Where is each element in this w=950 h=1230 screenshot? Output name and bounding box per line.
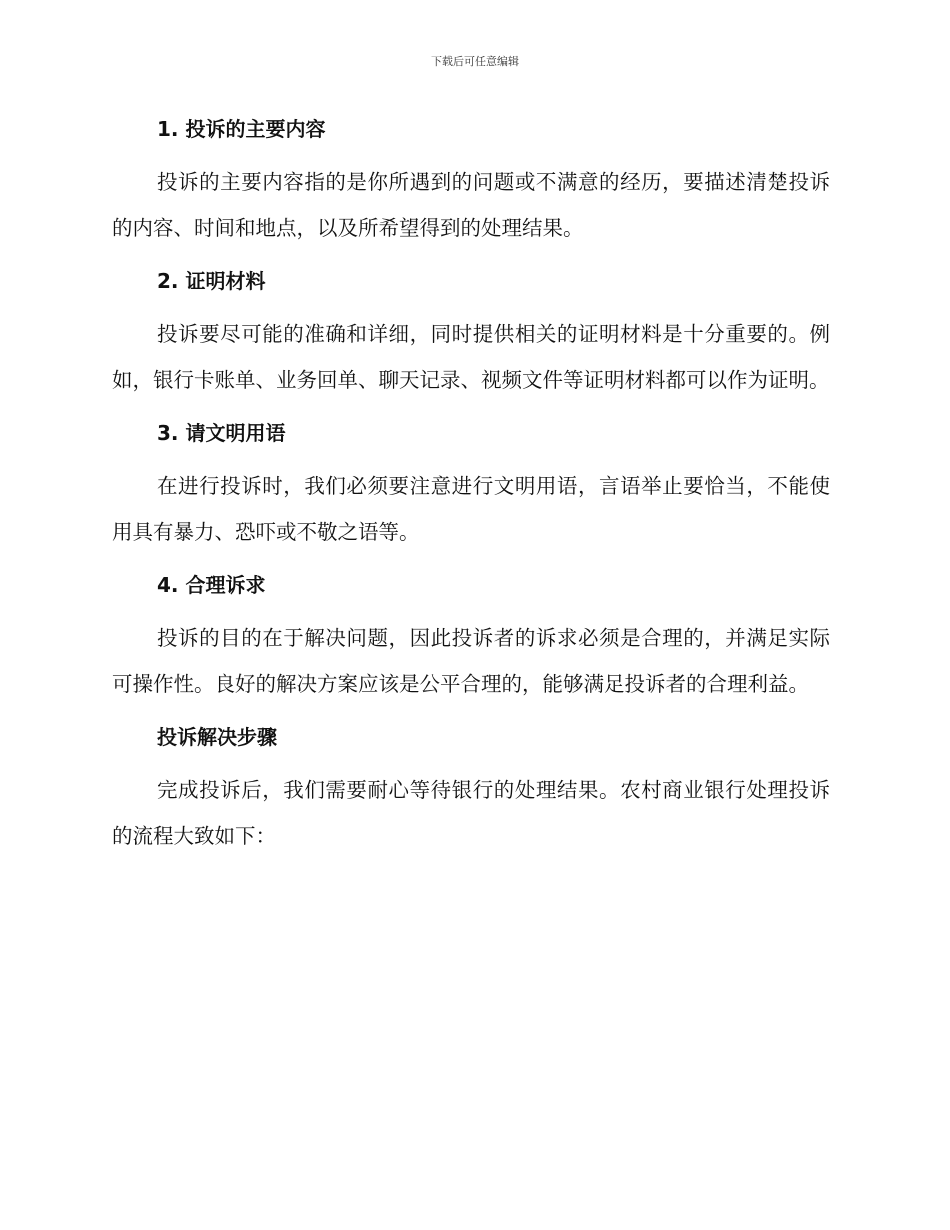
section-paragraph-civil-language: 在进行投诉时，我们必须要注意进行文明用语，言语举止要恰当，不能使用具有暴力、恐吓或不敬之语等。 [112, 474, 830, 544]
section-paragraph-resolution-steps: 完成投诉后，我们需要耐心等待银行的处理结果。农村商业银行处理投诉的流程大致如下： [112, 778, 830, 848]
section-heading-complaint-content: 1. 投诉的主要内容 [157, 117, 326, 141]
section-paragraph-complaint-content: 投诉的主要内容指的是你所遇到的问题或不满意的经历，要描述清楚投诉的内容、时间和地点，以及所希望得到的处理结果。 [112, 170, 830, 240]
section-paragraph-reasonable-demands: 投诉的目的在于解决问题，因此投诉者的诉求必须是合理的，并满足实际可操作性。良好的解决方案应该是公平合理的，能够满足投诉者的合理利益。 [112, 626, 830, 696]
section-heading-reasonable-demands: 4. 合理诉求 [157, 573, 266, 597]
section-heading-civil-language: 3. 请文明用语 [157, 421, 286, 445]
section-heading-resolution-steps: 投诉解决步骤 [157, 725, 277, 749]
section-heading-evidence: 2. 证明材料 [157, 269, 266, 293]
document-body [112, 114, 830, 859]
page-header-note: 下载后可任意编辑 [431, 55, 519, 68]
section-paragraph-evidence: 投诉要尽可能的准确和详细，同时提供相关的证明材料是十分重要的。例如，银行卡账单、业务回单、聊天记录、视频文件等证明材料都可以作为证明。 [112, 322, 830, 392]
